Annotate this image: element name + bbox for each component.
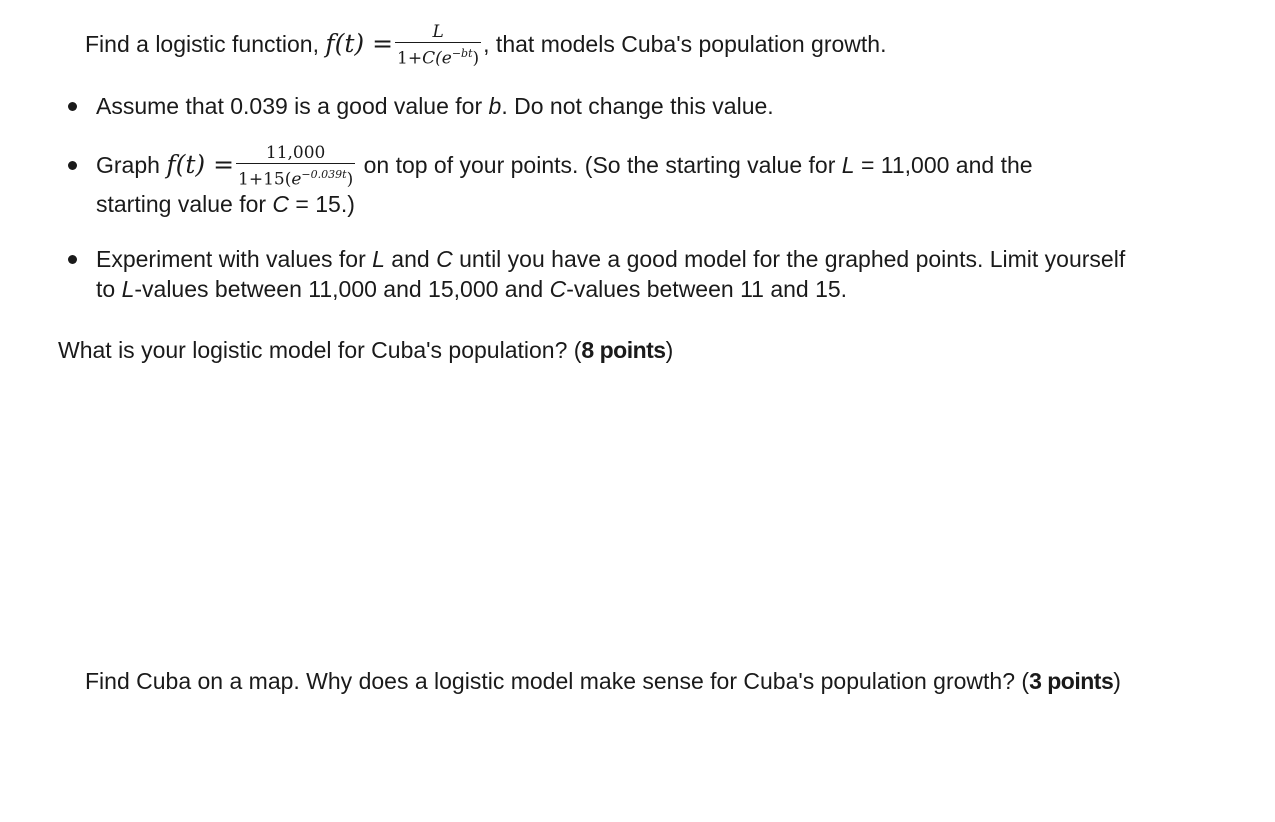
question-text: Find Cuba on a map. Why does a logistic model make sense for Cuba's population growth? ( xyxy=(85,668,1030,694)
den-part-c: ) xyxy=(346,169,354,190)
variable-l: L xyxy=(372,246,385,272)
question-logistic-model xyxy=(58,336,673,364)
variable-l: L xyxy=(121,276,135,302)
bullet-text: -values between 11 and 15. xyxy=(566,276,848,302)
bullet-item-experiment xyxy=(96,245,1125,273)
variable-c: C xyxy=(272,191,290,217)
points-label: 8 points xyxy=(581,337,666,363)
bullet-text: and xyxy=(384,246,437,272)
bullet-text: = 15.) xyxy=(289,191,355,217)
bullet-text: until you have a good model for the graphed points. Limit yourself xyxy=(452,246,1126,272)
bullet-item-experiment-line2 xyxy=(96,275,847,303)
variable-c: C xyxy=(436,246,453,272)
question-text: ) xyxy=(665,337,674,363)
den-var-c: C xyxy=(422,48,436,69)
intro-suffix: , that models Cuba's population growth. xyxy=(483,31,887,57)
intro-line xyxy=(85,22,887,69)
variable-b: b xyxy=(488,93,502,119)
question-text: What is your logistic model for Cuba's population? ( xyxy=(58,337,582,363)
points-label: 3 points xyxy=(1029,668,1114,694)
bullet-text: -values between 11,000 and 15,000 and xyxy=(134,276,550,302)
bullet-text: . Do not change this value. xyxy=(501,93,774,119)
bullet-text: on top of your points. (So the starting value for xyxy=(357,152,842,178)
den-part-a: 1+ xyxy=(397,48,423,69)
den-part-a: 1+15( xyxy=(238,169,292,190)
fraction-numerator: 11,000 xyxy=(236,144,355,164)
bullet-icon xyxy=(68,161,77,170)
fraction-denominator xyxy=(395,43,481,69)
fraction-denominator xyxy=(236,164,355,190)
den-e: e xyxy=(291,169,302,190)
bullet-icon xyxy=(68,102,77,111)
bullet-text: Assume that 0.039 is a good value for xyxy=(96,93,489,119)
variable-c: C xyxy=(549,276,567,302)
den-exponent: −bt xyxy=(451,47,473,61)
bullet-text: = 11,000 and the xyxy=(854,152,1033,178)
bullet-text: to xyxy=(96,276,122,302)
intro-prefix: Find a logistic function, xyxy=(85,31,326,57)
bullet-item-graph-line2 xyxy=(96,190,355,218)
den-exponent: −0.039t xyxy=(301,168,347,182)
question-cuba-map xyxy=(85,667,1121,695)
logistic-fraction xyxy=(395,23,481,69)
bullet-text: Experiment with values for xyxy=(96,246,373,272)
graph-fraction xyxy=(236,144,355,190)
function-label: f(t) = xyxy=(166,150,235,179)
den-part-b: (e xyxy=(435,48,452,69)
bullet-item-graph xyxy=(96,143,1033,190)
den-part-c: ) xyxy=(472,48,480,69)
function-label: f(t) = xyxy=(325,29,394,58)
bullet-text: starting value for xyxy=(96,191,273,217)
bullet-text: Graph xyxy=(96,152,167,178)
bullet-icon xyxy=(68,255,77,264)
bullet-item-assume-b xyxy=(96,92,774,120)
question-text: ) xyxy=(1113,668,1121,694)
fraction-numerator: L xyxy=(395,23,481,43)
variable-l: L xyxy=(841,152,855,178)
